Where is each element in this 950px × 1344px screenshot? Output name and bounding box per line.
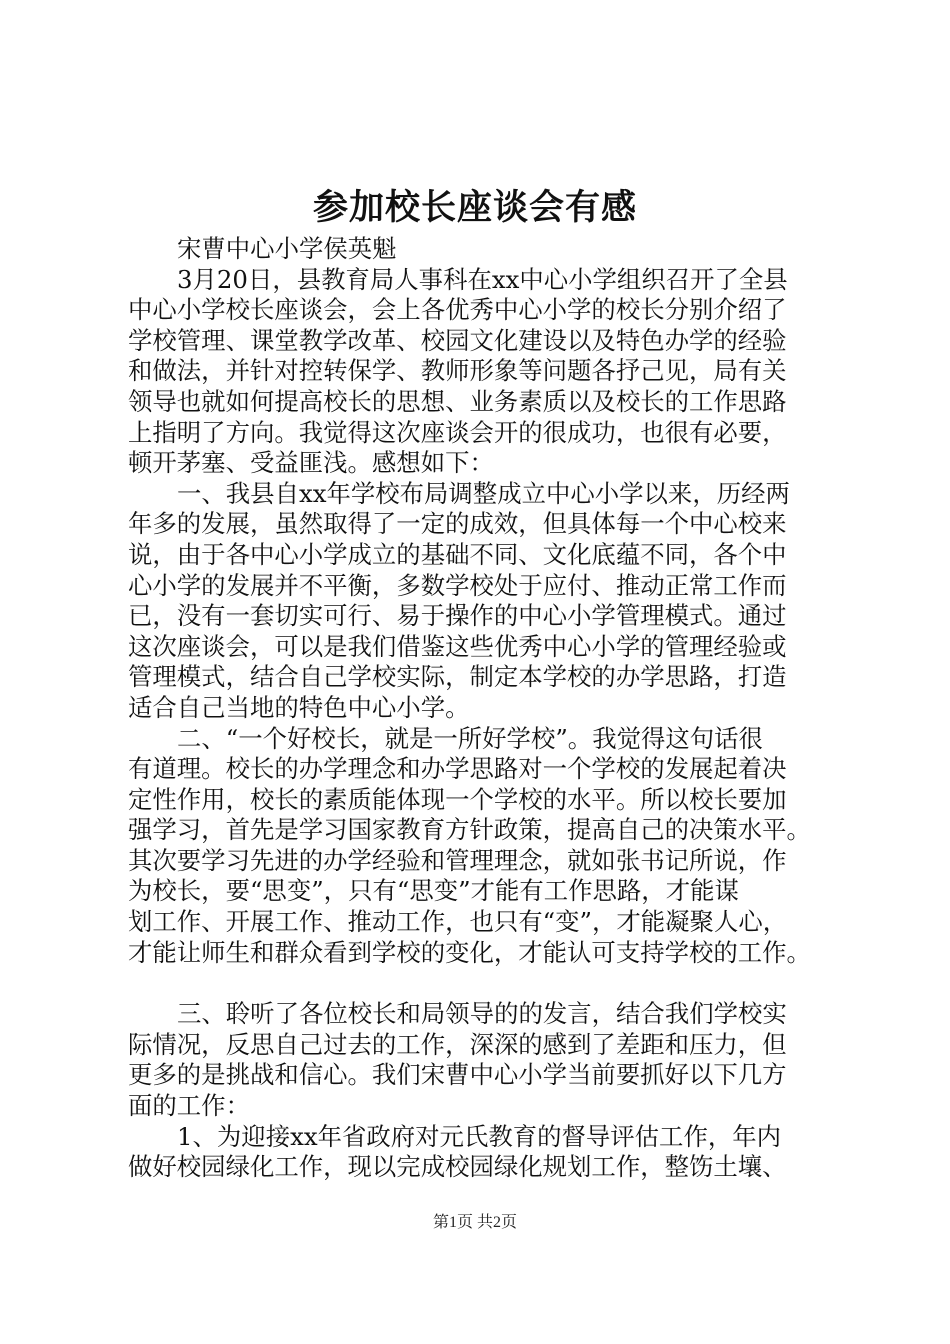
text-line: 学校管理、课堂教学改革、校园文化建设以及特色办学的经验	[128, 325, 787, 355]
text-line: 更多的是挑战和信心。我们宋曹中心小学当前要抓好以下几方	[128, 1060, 787, 1090]
text-line: 管理模式，结合自己学校实际，制定本学校的办学思路，打造	[128, 662, 787, 692]
text-line: 二、“一个好校长，就是一所好学校”。我觉得这句话很	[177, 723, 763, 753]
text-line: 有道理。校长的办学理念和办学思路对一个学校的发展起着决	[128, 754, 787, 784]
text-line: 其次要学习先进的办学经验和管理理念，就如张书记所说，作	[128, 845, 787, 875]
text-line: 年多的发展，虽然取得了一定的成效，但具体每一个中心校来	[128, 509, 787, 539]
paragraph-point-two	[128, 724, 828, 969]
paragraph-item-one	[128, 1122, 828, 1183]
text-line: 做好校园绿化工作，现以完成校园绿化规划工作，整饬土壤、	[128, 1152, 787, 1182]
text-line: 这次座谈会，可以是我们借鉴这些优秀中心小学的管理经验或	[128, 631, 787, 661]
paragraph-point-one	[128, 479, 828, 724]
text-line: 定性作用，校长的素质能体现一个学校的水平。所以校长要加	[128, 784, 787, 814]
text-line: 三、聆听了各位校长和局领导的的发言，结合我们学校实	[177, 999, 787, 1029]
text-line: 上指明了方向。我觉得这次座谈会开的很成功，也很有必要，	[128, 417, 787, 447]
text-line: 一、我县自xx年学校布局调整成立中心小学以来，历经两	[177, 478, 790, 508]
text-line: 划工作、开展工作、推动工作，也只有“变”，才能凝聚人心，	[128, 907, 788, 937]
document-title: 参加校长座谈会有感	[312, 187, 637, 228]
text-line: 才能让师生和群众看到学校的变化，才能认可支持学校的工作。	[128, 937, 811, 967]
text-line: 面的工作：	[128, 1091, 250, 1121]
text-line: 1、为迎接xx年省政府对元氏教育的督导评估工作，年内	[177, 1121, 782, 1151]
text-line: 说，由于各中心小学成立的基础不同、文化底蕴不同，各个中	[128, 539, 787, 569]
author-line: 宋曹中心小学侯英魁	[177, 234, 397, 263]
text-line: 已，没有一套切实可行、易于操作的中心小学管理模式。通过	[128, 601, 787, 631]
text-line: 领导也就如何提高校长的思想、业务素质以及校长的工作思路	[128, 386, 787, 416]
text-line: 顿开茅塞、受益匪浅。感想如下：	[128, 448, 494, 478]
paragraph-intro	[128, 265, 828, 479]
text-line: 3月20日，县教育局人事科在xx中心小学组织召开了全县	[177, 264, 788, 294]
text-line: 和做法，并针对控转保学、教师形象等问题各抒己见，局有关	[128, 356, 787, 386]
text-line: 际情况，反思自己过去的工作，深深的感到了差距和压力，但	[128, 1029, 787, 1059]
text-line: 强学习，首先是学习国家教育方针政策，提高自己的决策水平。	[128, 815, 811, 845]
text-line: 中心小学校长座谈会，会上各优秀中心小学的校长分别介绍了	[128, 295, 787, 325]
page-footer: 第1页 共2页	[432, 1214, 517, 1231]
paragraph-point-three	[128, 999, 828, 1121]
document-body	[128, 234, 828, 1183]
text-line: 为校长，要“思变”，只有“思变”才能有工作思路，才能谋	[128, 876, 739, 906]
text-line: 适合自己当地的特色中心小学。	[128, 692, 470, 722]
paragraph-gap	[128, 968, 828, 999]
text-line: 心小学的发展并不平衡，多数学校处于应付、推动正常工作而	[128, 570, 787, 600]
